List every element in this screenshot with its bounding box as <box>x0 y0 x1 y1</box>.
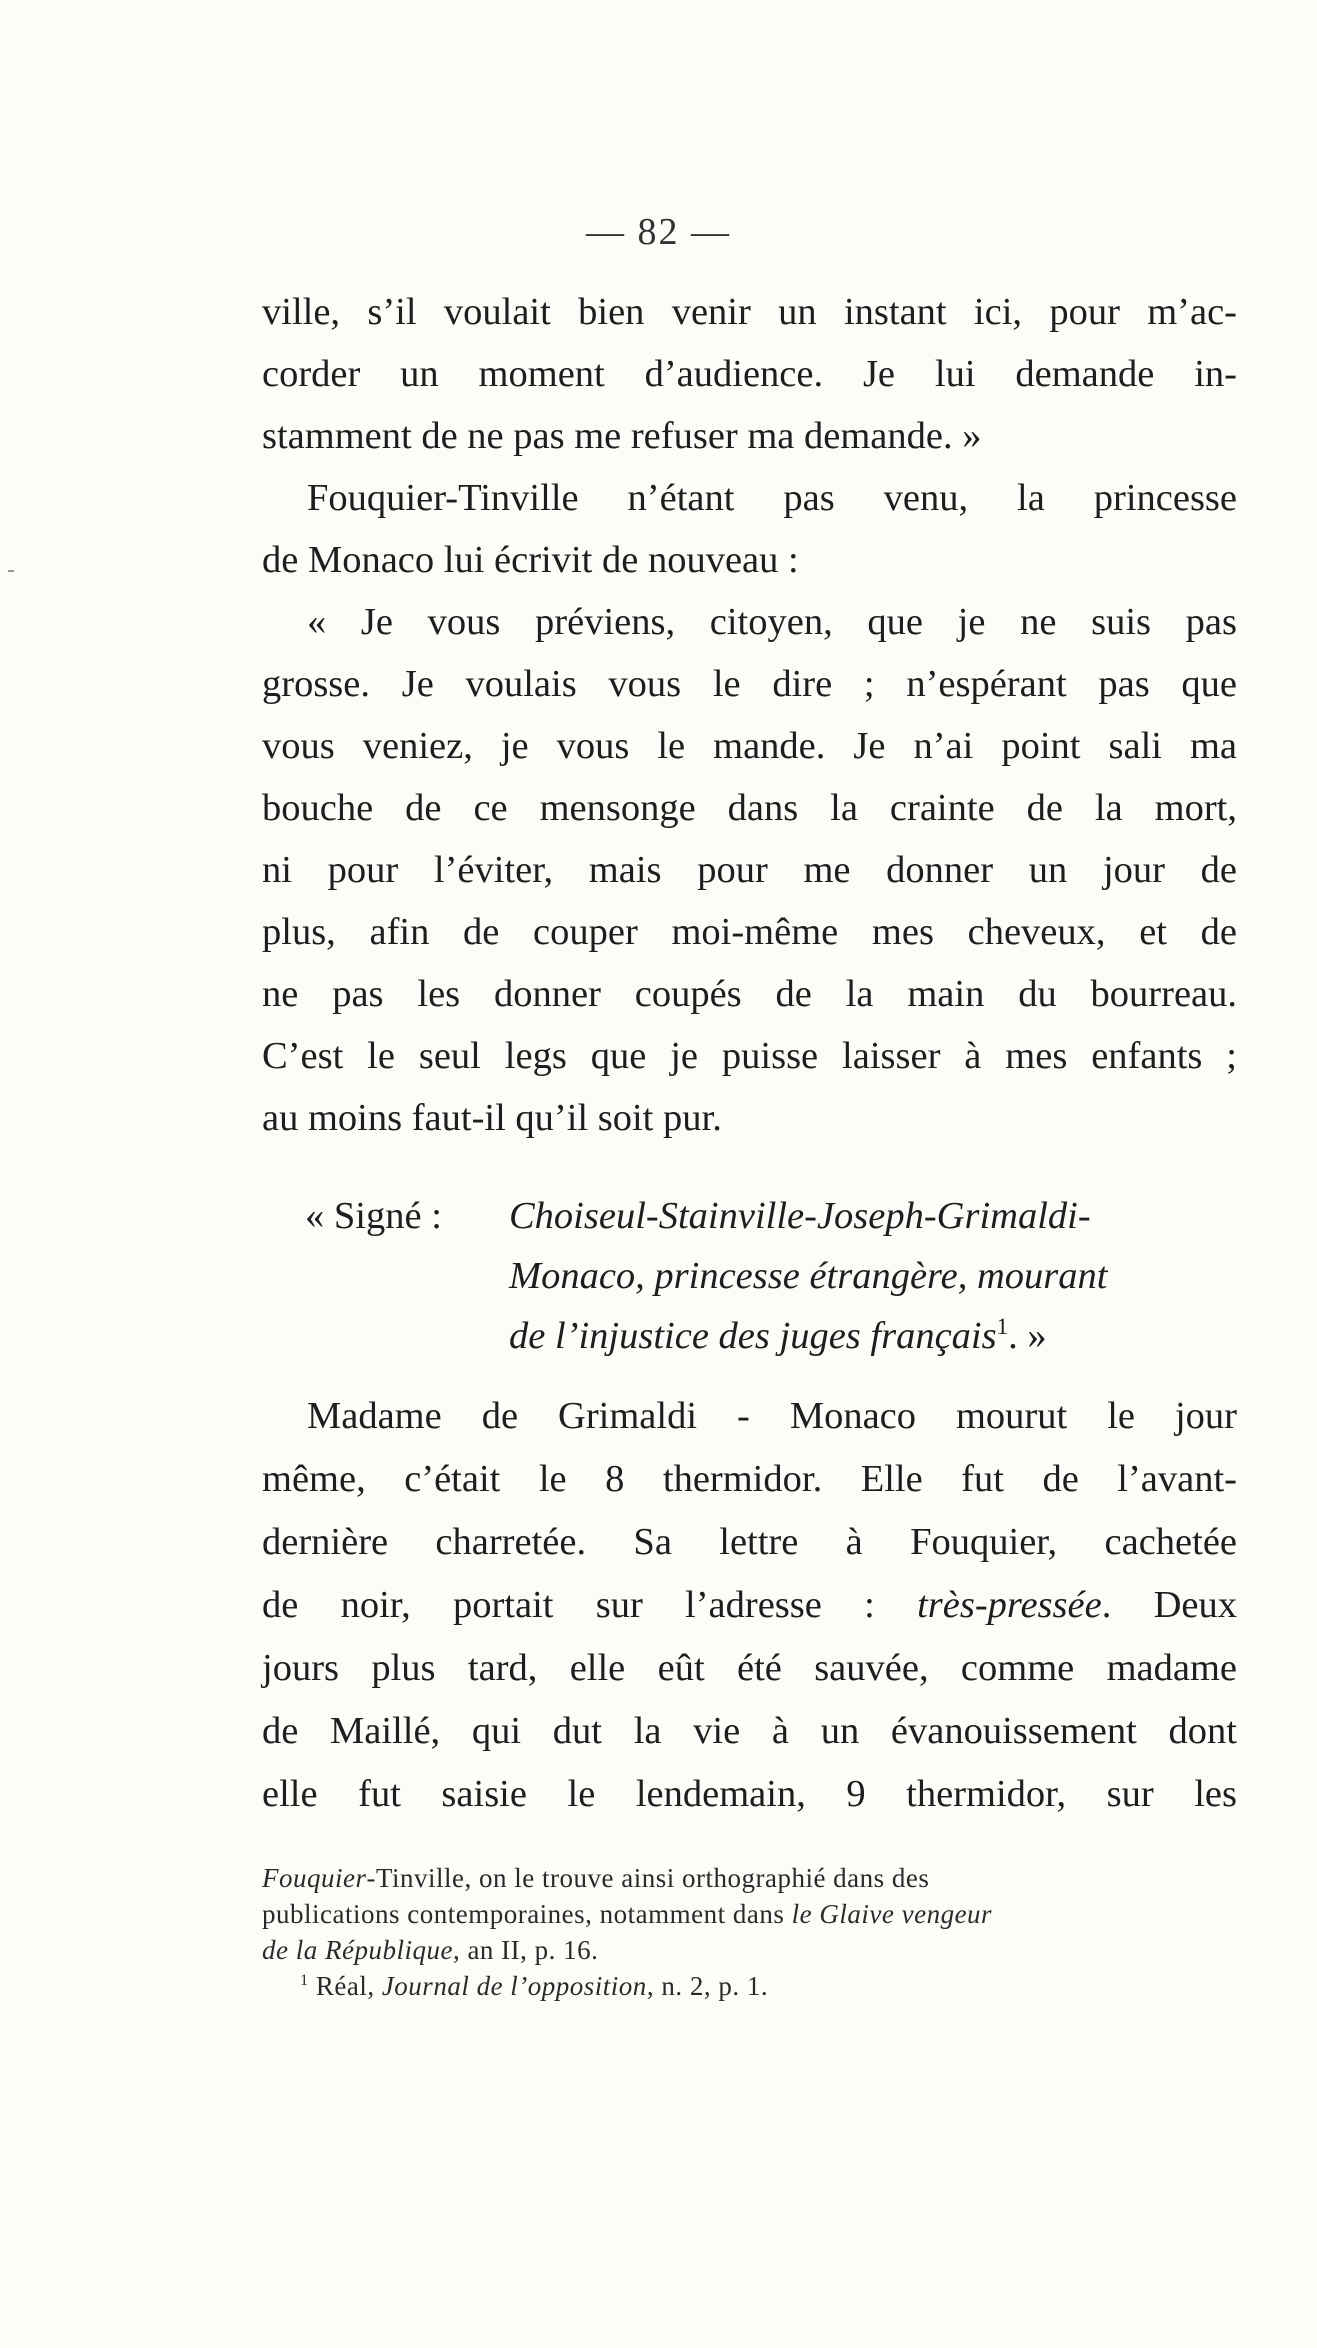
text-line: bouche de ce mensonge dans la crainte de la mort, <box>262 787 1237 829</box>
text-line: plus, afin de couper moi-même mes cheveux, et de <box>262 911 1237 953</box>
text-line: elle fut saisie le lendemain, 9 thermidor, sur les <box>262 1773 1237 1815</box>
signature-line: Choiseul-Stainville-Joseph-Grimaldi- <box>509 1195 1091 1237</box>
margin-mark <box>8 570 14 572</box>
signature-closing: . » <box>1008 1315 1047 1357</box>
signature-line: de l’injustice des juges français <box>509 1315 997 1357</box>
footnotes <box>262 1860 1237 2004</box>
footnote-ref: 1 <box>996 1313 1009 1340</box>
text-line: grosse. Je voulais vous le dire ; n’espérant pas que <box>262 663 1237 705</box>
text-line: dernière charretée. Sa lettre à Fouquier, cachetée <box>262 1521 1237 1563</box>
footnote-line: de la République, an II, p. 16. <box>262 1935 599 1965</box>
text-line: corder un moment d’audience. Je lui demande in- <box>262 353 1237 395</box>
text-line: de Maillé, qui dut la vie à un évanouissement dont <box>262 1710 1237 1752</box>
text-line: « Je vous préviens, citoyen, que je ne suis pas <box>307 601 1237 643</box>
text-line: ville, s’il voulait bien venir un instant ici, pour m’ac- <box>262 291 1237 333</box>
text-line: Fouquier-Tinville n’étant pas venu, la princesse <box>307 477 1237 519</box>
signature-row <box>305 1186 1235 1246</box>
text-block-upper <box>262 281 1237 1149</box>
text-line: Madame de Grimaldi - Monaco mourut le jour <box>307 1395 1237 1437</box>
page-number: — 82 — <box>586 211 731 253</box>
footnote-line: Fouquier-Tinville, on le trouve ainsi orthographié dans des <box>262 1863 930 1893</box>
footnote-line: publications contemporaines, notamment dans le Glaive vengeur <box>262 1899 993 1929</box>
signature-block <box>305 1186 1235 1366</box>
signature-row <box>305 1306 1235 1366</box>
text-line: stamment de ne pas me refuser ma demande. » <box>262 415 982 457</box>
text-line: au moins faut-il qu’il soit pur. <box>262 1097 722 1139</box>
text-line: de noir, portait sur l’adresse : très-pressée. Deux <box>262 1584 1237 1626</box>
signature-line: Monaco, princesse étrangère, mourant <box>509 1255 1108 1297</box>
emphasis-text: très-pressée <box>917 1584 1102 1626</box>
signature-label: « Signé : <box>305 1195 442 1237</box>
text-line: C’est le seul legs que je puisse laisser à mes enfants ; <box>262 1035 1237 1077</box>
text-line: de Monaco lui écrivit de nouveau : <box>262 539 799 581</box>
text-line: vous veniez, je vous le mande. Je n’ai point sali ma <box>262 725 1237 767</box>
signature-row <box>305 1246 1235 1306</box>
text-block-lower <box>262 1385 1237 1826</box>
text-line: ni pour l’éviter, mais pour me donner un jour de <box>262 849 1237 891</box>
text-line: ne pas les donner coupés de la main du bourreau. <box>262 973 1237 1015</box>
text-line: même, c’était le 8 thermidor. Elle fut de l’avant- <box>262 1458 1237 1500</box>
footnote-line: $^1$ Réal, Journal de l’opposition, n. 2, p. 1. <box>300 1971 769 2001</box>
text-line: jours plus tard, elle eût été sauvée, comme madame <box>262 1647 1237 1689</box>
footnote-marker: 1 <box>300 1971 309 1989</box>
